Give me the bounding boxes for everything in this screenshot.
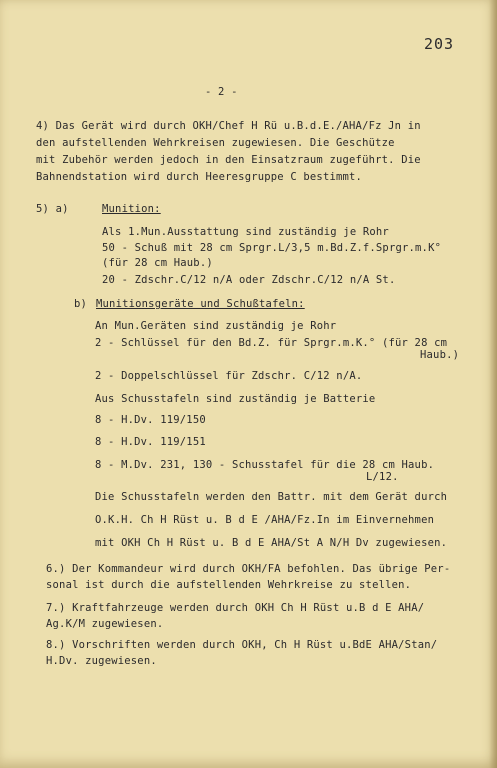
page-edge-shadow [489, 0, 497, 768]
sub-page-number: - 2 - [205, 86, 238, 98]
text-line: mit Zubehör werden jedoch in den Einsatzraum zugeführt. Die [36, 154, 421, 166]
section-heading: Munitionsgeräte und Schußtafeln: [96, 298, 305, 310]
text-line: 2 - Doppelschlüssel für Zdschr. C/12 n/A. [95, 370, 363, 382]
text-line: An Mun.Geräten sind zuständig je Rohr [95, 320, 337, 332]
text-line: 2 - Schlüssel für den Bd.Z. für Sprgr.m.K.° (für 28 cm [95, 337, 448, 349]
section-label: b) [74, 298, 88, 310]
text-line: 8 - H.Dv. 119/150 [95, 414, 206, 426]
text-line: O.K.H. Ch H Rüst u. B d E /AHA/Fz.In im Einvernehmen [95, 514, 435, 526]
text-line: Haub.) [420, 349, 460, 361]
text-line: 8 - M.Dv. 231, 130 - Schusstafel für die 28 cm Haub. [95, 459, 435, 471]
text-line: sonal ist durch die aufstellenden Wehrkreise zu stellen. [46, 579, 412, 591]
page-number: 203 [424, 35, 455, 53]
text-line: 50 - Schuß mit 28 cm Sprgr.L/3,5 m.Bd.Z.f.Sprgr.m.K° [102, 242, 442, 254]
text-line: 20 - Zdschr.C/12 n/A oder Zdschr.C/12 n/A St. [102, 274, 396, 286]
text-line: L/12. [366, 471, 399, 483]
section-label: 5) a) [36, 203, 69, 215]
text-line: Ag.K/M zugewiesen. [46, 618, 164, 630]
text-line: mit OKH Ch H Rüst u. B d E AHA/St A N/H Dv zugewiesen. [95, 537, 448, 549]
text-line: Als 1.Mun.Ausstattung sind zuständig je Rohr [102, 226, 389, 238]
text-line: 6.) Der Kommandeur wird durch OKH/FA befohlen. Das übrige Per- [46, 563, 451, 575]
text-line: 4) Das Gerät wird durch OKH/Chef H Rü u.B.d.E./AHA/Fz Jn in [36, 120, 421, 132]
text-line: H.Dv. zugewiesen. [46, 655, 157, 667]
text-line: den aufstellenden Wehrkreisen zugewiesen. Die Geschütze [36, 137, 395, 149]
text-line: Bahnendstation wird durch Heeresgruppe C bestimmt. [36, 171, 363, 183]
text-line: 8.) Vorschriften werden durch OKH, Ch H Rüst u.BdE AHA/Stan/ [46, 639, 438, 651]
text-line: 8 - H.Dv. 119/151 [95, 436, 206, 448]
text-line: Die Schusstafeln werden den Battr. mit dem Gerät durch [95, 491, 448, 503]
text-line: 7.) Kraftfahrzeuge werden durch OKH Ch H Rüst u.B d E AHA/ [46, 602, 425, 614]
text-line: (für 28 cm Haub.) [102, 257, 213, 269]
text-line: Aus Schusstafeln sind zuständig je Batterie [95, 393, 376, 405]
section-heading: Munition: [102, 203, 161, 215]
